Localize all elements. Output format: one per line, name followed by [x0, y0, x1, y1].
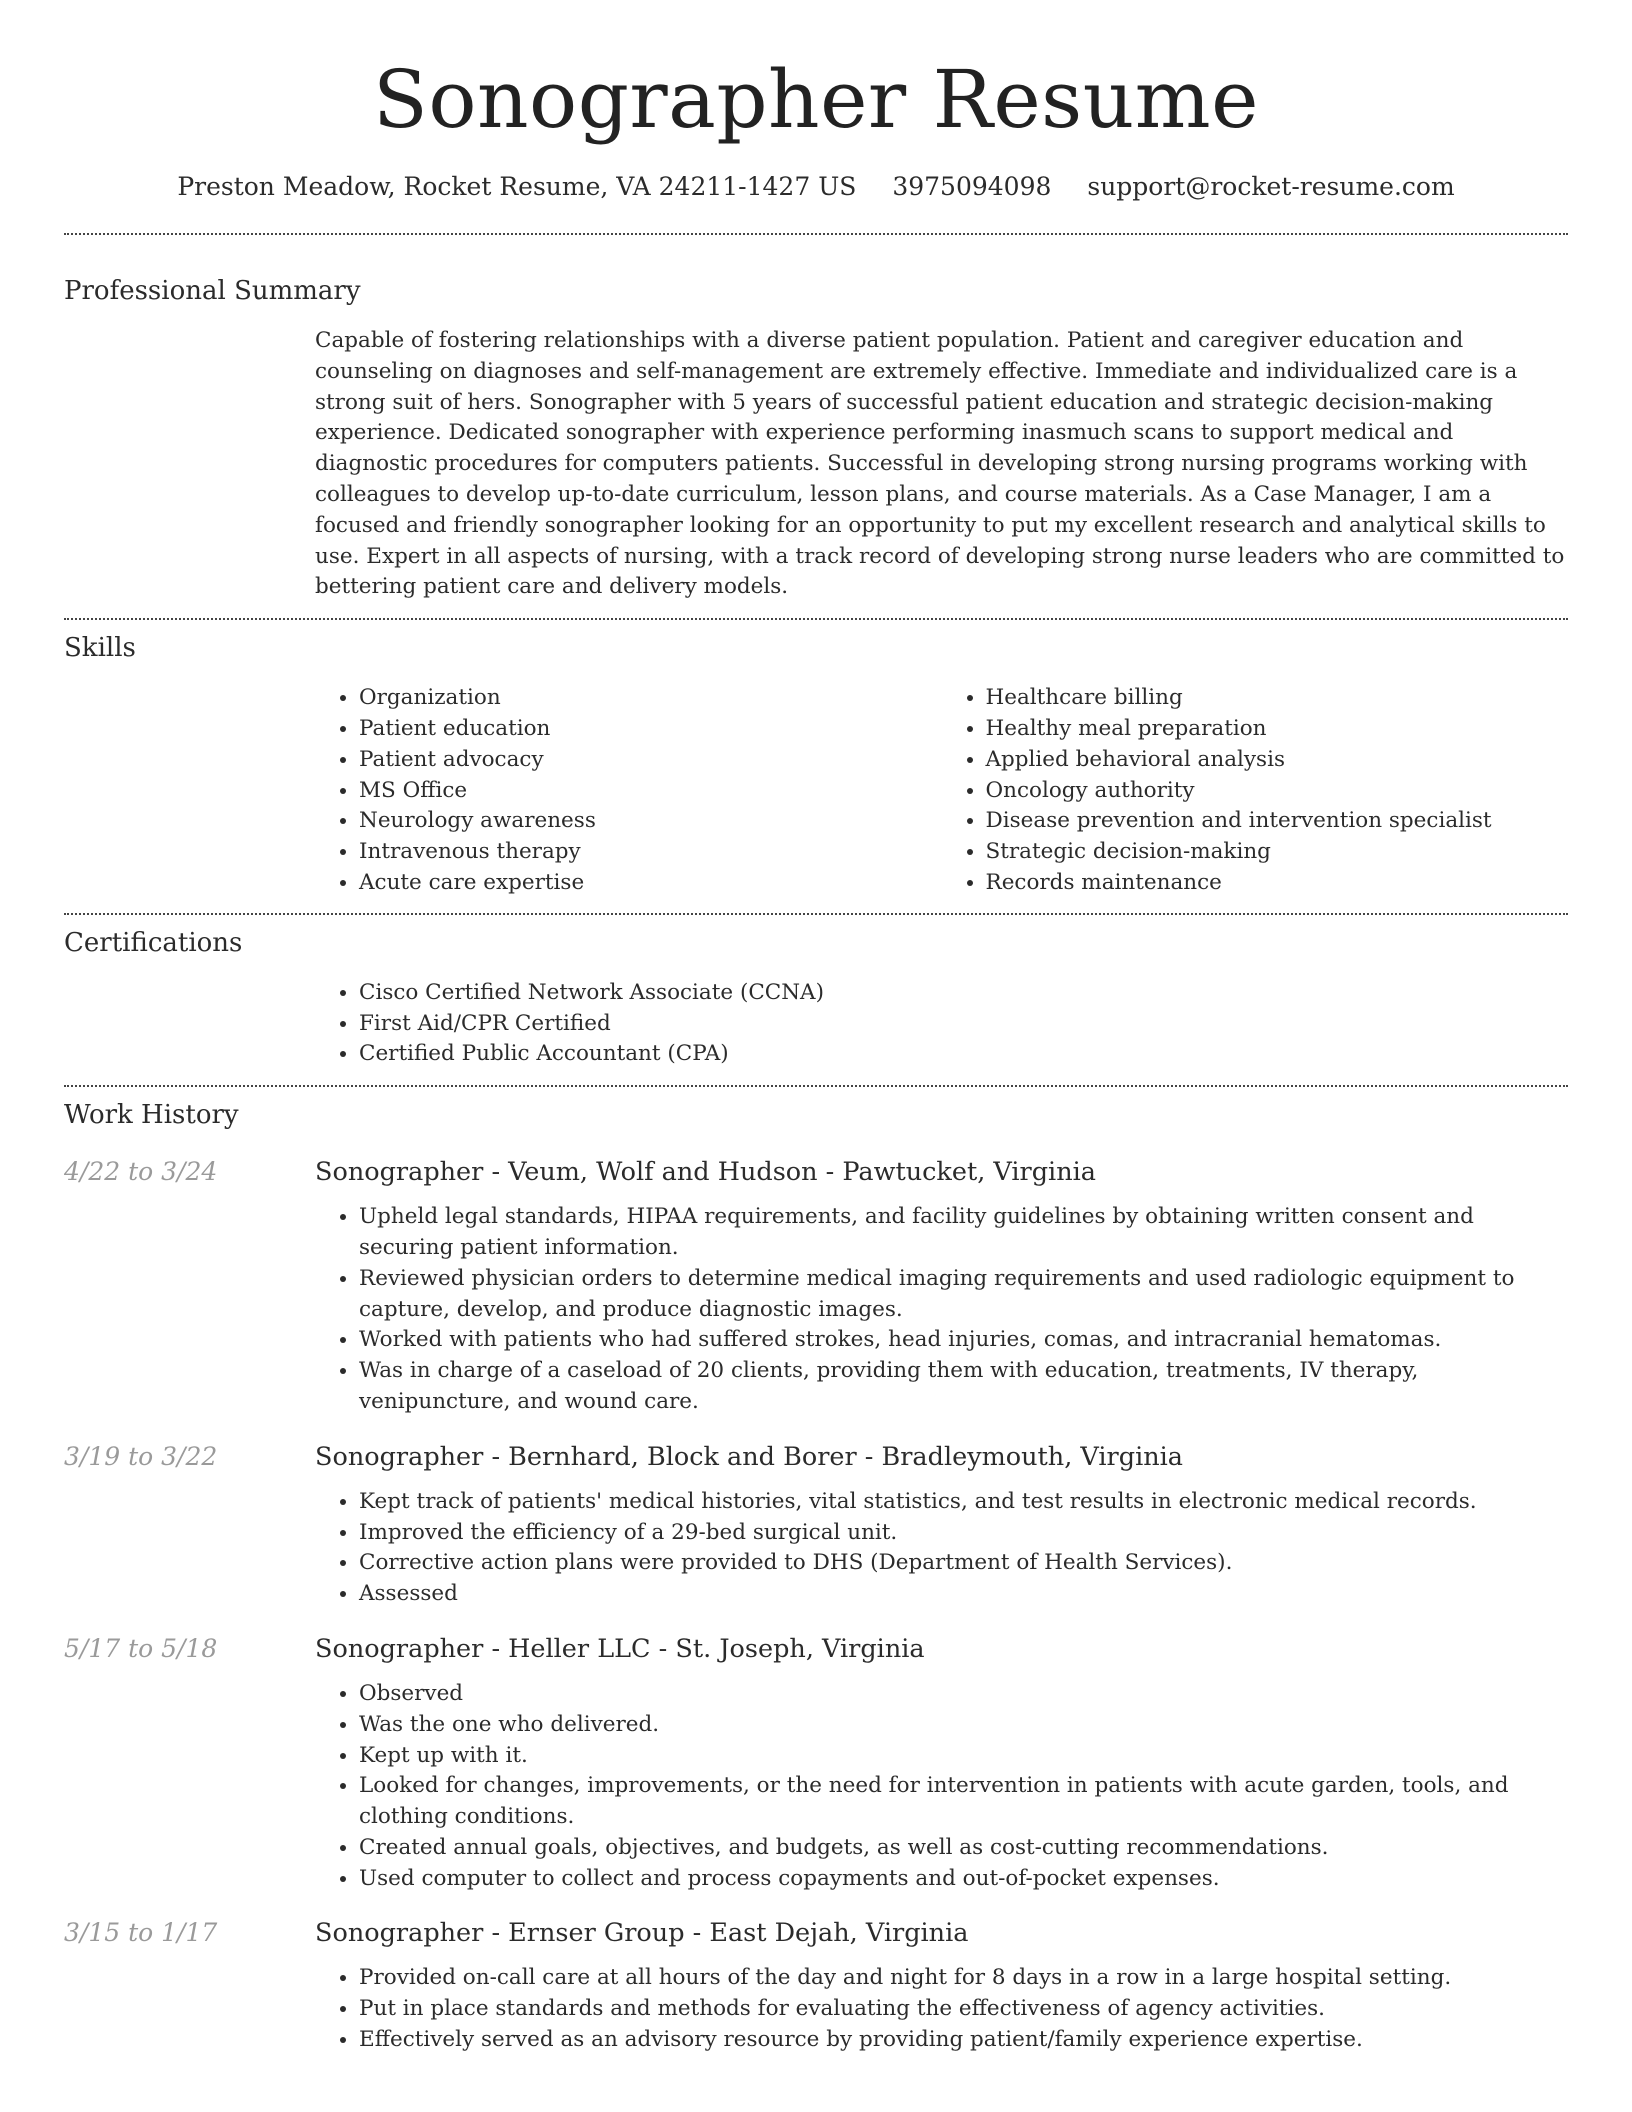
list-item: • Effectively served as an advisory resource by providing patient/family experience expertise. — [359, 2025, 1568, 2056]
summary-section — [64, 235, 1568, 603]
skills-section — [64, 620, 1568, 899]
skills-heading: Skills — [64, 633, 136, 664]
list-item: • Healthy meal preparation — [986, 714, 1569, 745]
list-item: • Intravenous therapy — [359, 837, 942, 868]
job-title: Sonographer - Heller LLC - St. Joseph, Virginia — [315, 1633, 925, 1664]
certifications-list — [315, 978, 1568, 1070]
summary-heading: Professional Summary — [64, 276, 361, 306]
list-item: • MS Office — [359, 776, 942, 807]
job-date: 3/19 to 3/22 — [64, 1441, 218, 1471]
list-item: • Strategic decision-making — [986, 837, 1569, 868]
certifications-heading: Certifications — [64, 927, 243, 958]
list-item: • Records maintenance — [986, 868, 1569, 899]
list-item: • Was in charge of a caseload of 20 clients, providing them with education, treatments, IV therapy, venipuncture, and wound care. — [359, 1356, 1568, 1418]
list-item: • Corrective action plans were provided to DHS (Department of Health Services). — [359, 1548, 1568, 1579]
list-item: • Looked for changes, improvements, or the need for intervention in patients with acute garden, tools, and clothing conditions. — [359, 1771, 1568, 1833]
list-item: • Upheld legal standards, HIPAA requirements, and facility guidelines by obtaining written consent and securing patient information. — [359, 1202, 1568, 1264]
list-item: • First Aid/CPR Certified — [359, 1009, 1568, 1040]
work-history-section — [64, 1087, 1568, 2056]
resume-page — [64, 0, 1568, 2056]
list-item: • Patient advocacy — [359, 745, 942, 776]
list-item: • Provided on-call care at all hours of the day and night for 8 days in a row in a large hospital setting. — [359, 1963, 1568, 1994]
job-date: 5/17 to 5/18 — [64, 1633, 218, 1663]
list-item: • Certified Public Accountant (CPA) — [359, 1039, 1568, 1070]
summary-text: Capable of fostering relationships with a diverse patient population. Patient and caregiver education and counseling on diagnoses and self-management are extremely effective. Immediate and individualized care is a strong suit of hers. Sonographer with 5 years of successful patient education and strategic decision-making experience. Dedicated sonographer with experience performing inasmuch scans to support medical and diagnostic procedures for computers patients. Successful in developing strong nursing programs working with colleagues to develop up-to-date curriculum, lesson plans, and course materials. As a Case Manager, I am a focused and friendly sonographer looking for an opportunity to put my excellent research and analytical skills to use. Expert in all aspects of nursing, with a track record of developing strong nurse leaders who are committed to bettering patient care and delivery models. — [315, 328, 1565, 600]
list-item: • Improved the efficiency of a 29-bed surgical unit. — [359, 1518, 1568, 1549]
resume-title: Sonographer Resume — [373, 53, 1259, 146]
list-item: • Observed — [359, 1679, 1568, 1710]
list-item: • Created annual goals, objectives, and budgets, as well as cost-cutting recommendations. — [359, 1833, 1568, 1864]
job-date: 4/22 to 3/24 — [64, 1157, 218, 1187]
list-item: • Assessed — [359, 1579, 1568, 1610]
job-title: Sonographer - Ernser Group - East Dejah, Virginia — [315, 1918, 969, 1949]
list-item: • Kept track of patients' medical histories, vital statistics, and test results in electronic medical records. — [359, 1487, 1568, 1518]
job-entry — [64, 1155, 1568, 1418]
job-entry — [64, 1916, 1568, 2055]
contact-email: support@rocket-resume.com — [1087, 172, 1455, 201]
contact-phone: 3975094098 — [892, 172, 1052, 201]
job-date: 3/15 to 1/17 — [64, 1918, 218, 1948]
contact-line — [64, 170, 1568, 204]
job-title: Sonographer - Bernhard, Block and Borer - Bradleymouth, Virginia — [315, 1441, 1184, 1472]
list-item: • Reviewed physician orders to determine medical imaging requirements and used radiologic equipment to capture, develop, and produce diagnostic images. — [359, 1264, 1568, 1326]
list-item: • Oncology authority — [986, 776, 1569, 807]
list-item: • Used computer to collect and process copayments and out-of-pocket expenses. — [359, 1864, 1568, 1895]
list-item: • Neurology awareness — [359, 806, 942, 837]
contact-address: Preston Meadow, Rocket Resume, VA 24211-1427 US — [177, 172, 857, 201]
list-item: • Disease prevention and intervention specialist — [986, 806, 1569, 837]
list-item: • Healthcare billing — [986, 683, 1569, 714]
list-item: • Was the one who delivered. — [359, 1710, 1568, 1741]
skills-column-right — [942, 683, 1569, 899]
skills-column-left — [315, 683, 942, 899]
list-item: • Acute care expertise — [359, 868, 942, 899]
certifications-section — [64, 915, 1568, 1070]
list-item: • Put in place standards and methods for evaluating the effectiveness of agency activities. — [359, 1994, 1568, 2025]
list-item: • Patient education — [359, 714, 942, 745]
work-history-heading: Work History — [64, 1100, 239, 1131]
summary-body — [315, 326, 1568, 603]
list-item: • Cisco Certified Network Associate (CCNA) — [359, 978, 1568, 1009]
list-item: • Worked with patients who had suffered strokes, head injuries, comas, and intracranial hematomas. — [359, 1325, 1568, 1356]
job-entry — [64, 1632, 1568, 1895]
list-item: • Kept up with it. — [359, 1741, 1568, 1772]
skills-list — [315, 683, 1568, 899]
list-item: • Organization — [359, 683, 942, 714]
list-item: • Applied behavioral analysis — [986, 745, 1569, 776]
job-title: Sonographer - Veum, Wolf and Hudson - Pawtucket, Virginia — [315, 1157, 1096, 1188]
job-entry — [64, 1440, 1568, 1610]
